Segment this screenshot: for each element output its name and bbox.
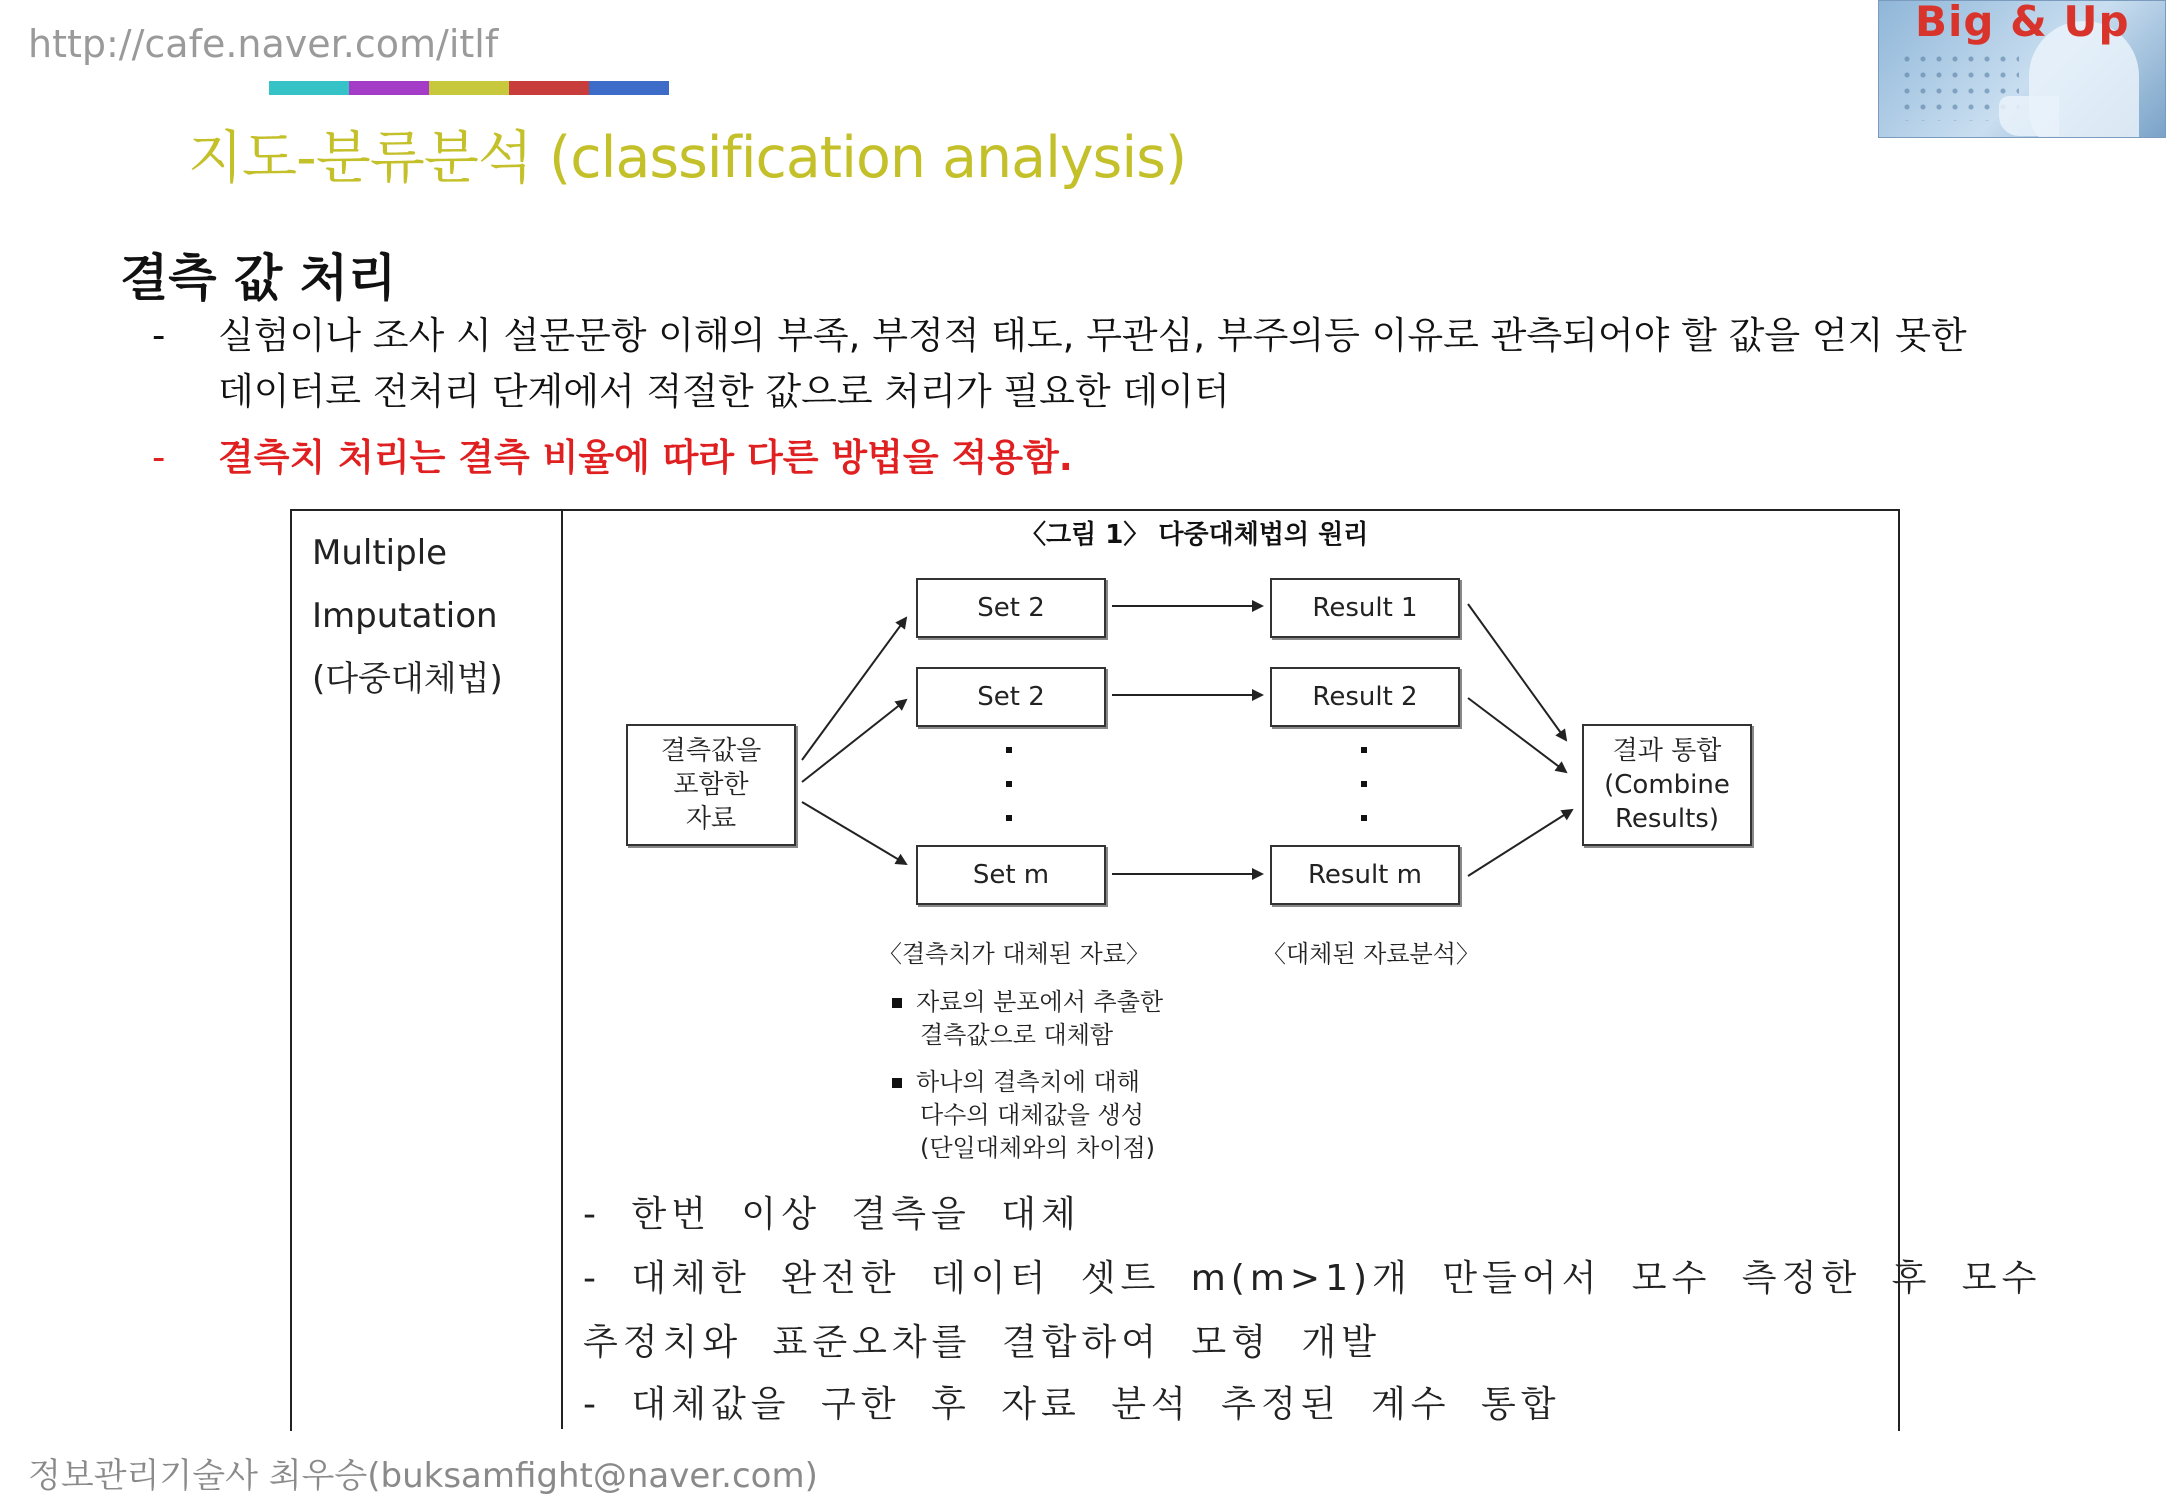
combine-line-2: (Combine bbox=[1604, 770, 1730, 800]
arrow-resultm-to-combine bbox=[1468, 810, 1572, 876]
ellipsis-dot bbox=[1006, 747, 1012, 753]
set-box-1: Set 2 bbox=[916, 578, 1106, 638]
combine-line-1: 결과 통합 bbox=[1612, 736, 1722, 766]
source-line-2: 포함한 bbox=[673, 770, 749, 800]
footer-author: 정보관리기술사 최우승(buksamfight@naver.com) bbox=[28, 1456, 818, 1496]
label-multiple: Multiple bbox=[312, 533, 448, 573]
note-1-line-1: 자료의 분포에서 추출한 bbox=[916, 988, 1164, 1016]
bullet-1-line-1: 실험이나 조사 시 설문문항 이해의 부족, 부정적 태도, 무관심, 부주의등 이유로 관측되어야 할 값을 얻지 못한 bbox=[218, 314, 1967, 357]
arrow-result2-to-combine bbox=[1468, 698, 1566, 772]
source-line-1: 결측값을 bbox=[660, 736, 762, 766]
source-line-3: 자료 bbox=[685, 804, 737, 834]
square-bullet-icon bbox=[892, 1078, 902, 1088]
figure-caption: 〈그림 1〉 다중대체법의 원리 bbox=[1020, 520, 1369, 550]
note-1-line-2: 결측값으로 대체함 bbox=[920, 1021, 1114, 1049]
arrow-source-to-set1 bbox=[802, 618, 906, 760]
combine-results-box bbox=[1582, 724, 1752, 846]
combine-line-3: Results) bbox=[1614, 804, 1719, 834]
bullet-dash-2: - bbox=[152, 436, 166, 479]
note-2-line-2: 다수의 대체값을 생성 bbox=[920, 1101, 1144, 1129]
arrow-result1-to-combine bbox=[1468, 604, 1566, 740]
label-imputation: Imputation bbox=[312, 596, 498, 636]
ellipsis-dot bbox=[1006, 815, 1012, 821]
page-title: 지도-분류분석 (classification analysis) bbox=[188, 125, 1187, 191]
ellipsis-dot bbox=[1361, 781, 1367, 787]
note-2-line-1: 하나의 결측치에 대해 bbox=[916, 1068, 1140, 1096]
result-box-2: Result 2 bbox=[1270, 667, 1460, 727]
result-box-m: Result m bbox=[1270, 845, 1460, 905]
result-box-1: Result 1 bbox=[1270, 578, 1460, 638]
description-line-2: - 대체한 완전한 데이터 셋트 m(m>1)개 만들어서 모수 측정한 후 모수 bbox=[583, 1258, 2042, 1299]
source-data-box bbox=[626, 724, 796, 846]
arrow-source-to-setm bbox=[802, 802, 906, 864]
note-1 bbox=[892, 986, 1163, 1052]
logo-text: Big & Up bbox=[1915, 0, 2130, 46]
bullet-dash-1: - bbox=[152, 314, 166, 357]
ellipsis-dot bbox=[1361, 747, 1367, 753]
site-url: http://cafe.naver.com/itlf bbox=[28, 22, 499, 66]
ellipsis-dot bbox=[1006, 781, 1012, 787]
description-line-4: - 대체값을 구한 후 자료 분석 추정된 계수 통합 bbox=[583, 1384, 1561, 1425]
label-analysis: 〈대체된 자료분석〉 bbox=[1262, 940, 1480, 968]
description-line-1: - 한번 이상 결측을 대체 bbox=[583, 1194, 1081, 1235]
note-2 bbox=[892, 1066, 1155, 1165]
square-bullet-icon bbox=[892, 998, 902, 1008]
note-2-line-3: (단일대체와의 차이점) bbox=[920, 1134, 1156, 1162]
set-box-m: Set m bbox=[916, 845, 1106, 905]
label-imputed-data: 〈결측치가 대체된 자료〉 bbox=[878, 940, 1150, 968]
arrow-source-to-set2 bbox=[802, 700, 906, 782]
set-box-2: Set 2 bbox=[916, 667, 1106, 727]
bullet-text-2: 결측치 처리는 결측 비율에 따라 다른 방법을 적용함. bbox=[218, 436, 1073, 479]
label-korean: (다중대체법) bbox=[312, 659, 503, 699]
bullet-1-line-2: 데이터로 전처리 단계에서 적절한 값으로 처리가 필요한 데이터 bbox=[218, 370, 1230, 413]
section-heading: 결측 값 처리 bbox=[120, 249, 397, 307]
description-line-3: 추정치와 표준오차를 결합하여 모형 개발 bbox=[583, 1322, 1381, 1363]
ellipsis-dot bbox=[1361, 815, 1367, 821]
